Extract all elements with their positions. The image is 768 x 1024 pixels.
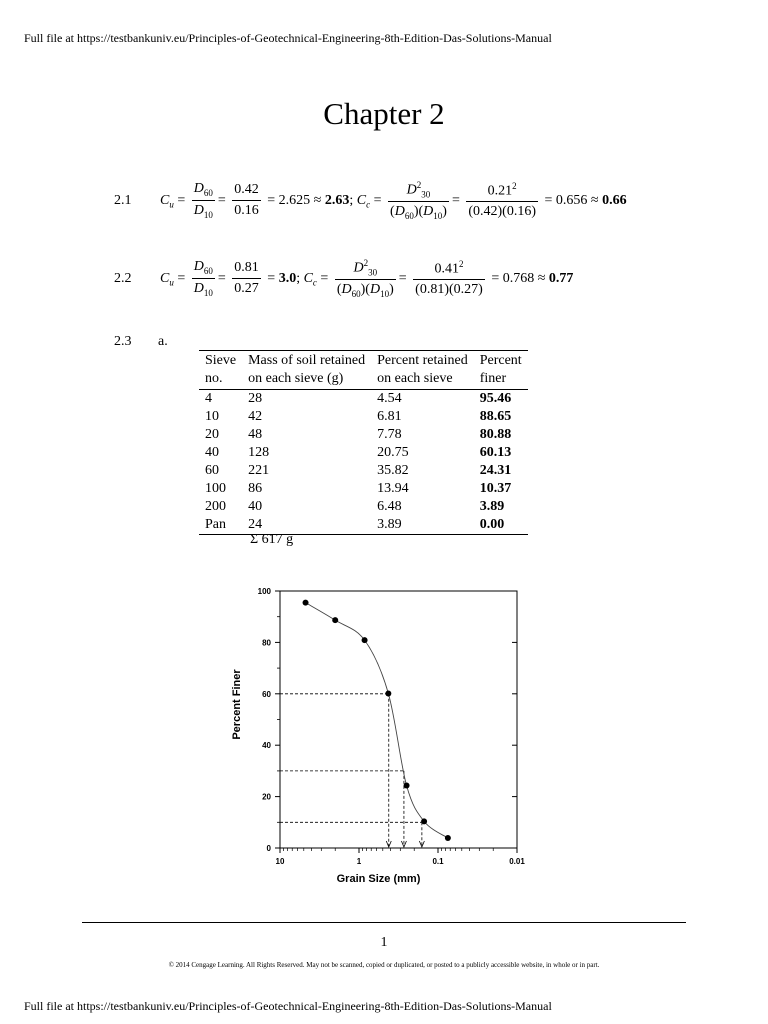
- table-row: 200 40 6.48 3.89: [205, 499, 505, 514]
- col-header-percent-finer: Percent finer: [479, 353, 522, 386]
- y-tick-label: 40: [262, 741, 271, 751]
- x-tick-label: 0.01: [509, 857, 525, 866]
- plot-frame: [280, 591, 517, 848]
- table-header-row: [199, 351, 528, 390]
- y-tick-label: 60: [262, 689, 271, 699]
- header-url: Full file at https://testbankuniv.eu/Principles-of-Geotechnical-Engineering-8th-Edition-Das-Solutions-Manual: [24, 31, 552, 45]
- y-tick-label: 80: [262, 638, 271, 648]
- col-header-mass: Mass of soil retained on each sieve (g): [248, 353, 366, 386]
- y-axis-label: Percent Finer: [231, 669, 243, 740]
- problem-2-2-equation: $C_u$ = $\frac{D_{60}}{D_{10}}$ = $\frac{0.81}{0.27}$ = 3.0; $C_c$ = $\frac{D^2_{30}}{(D_{60})(D_{10})}$ = $\frac{0.41^2}{(0.81)(0.27)}$ = 0.768 ≈ 0.77: [160, 258, 574, 300]
- table-row: 100 86 13.94 10.37: [205, 481, 512, 496]
- data-point: [404, 783, 410, 789]
- problem-2-2-number: 2.2: [114, 271, 132, 286]
- table-row: 20 48 7.78 80.88: [205, 427, 512, 442]
- data-point: [385, 690, 391, 696]
- grain-size-chart: [225, 580, 555, 890]
- table-row: 40 128 20.75 60.13: [205, 445, 512, 460]
- problem-2-1-number: 2.1: [114, 193, 132, 208]
- data-point: [421, 818, 427, 824]
- problem-2-3-number: 2.3: [114, 334, 132, 349]
- problem-2-1-equation: $C_u$ = $\frac{D_{60}}{D_{10}}$ = $\frac{0.42}{0.16}$ = 2.625 ≈ 2.63; $C_c$ = $\frac{D^2_{30}}{(D_{60})(D_{10})}$ = $\frac{0.21^2}{(0.42)(0.16)}$ = 0.656 ≈ 0.66: [160, 180, 627, 222]
- page-number: 1: [380, 935, 388, 950]
- col-header-sieve: Sieve no.: [205, 353, 237, 386]
- y-tick-label: 100: [257, 587, 271, 596]
- table-row: 4 28 4.54 95.46: [205, 391, 512, 406]
- x-axis-label: Grain Size (mm): [336, 873, 421, 885]
- data-point: [332, 617, 338, 623]
- x-tick-label: 10: [275, 857, 285, 866]
- table-row: Pan 24 3.89 0.00: [199, 516, 528, 535]
- chapter-title: Chapter 2: [323, 96, 445, 131]
- col-header-percent-retained: Percent retained on each sieve: [377, 353, 468, 386]
- table-row: 10 42 6.81 88.65: [205, 409, 512, 424]
- y-tick-label: 20: [262, 792, 271, 802]
- footer-url: Full file at https://testbankuniv.eu/Principles-of-Geotechnical-Engineering-8th-Edition-Das-Solutions-Manual: [24, 999, 552, 1013]
- x-tick-label: 0.1: [432, 857, 444, 866]
- x-tick-label: 1: [356, 857, 362, 866]
- data-point: [445, 835, 451, 841]
- sieve-analysis-table: [199, 350, 528, 535]
- table-row: 60 221 35.82 24.31: [205, 463, 512, 478]
- gradation-curve: [306, 603, 448, 838]
- data-point: [303, 600, 309, 606]
- y-tick-label: 0: [266, 844, 271, 853]
- copyright-notice: © 2014 Cengage Learning. All Rights Reserved. May not be scanned, copied or duplicated, or posted to a publicly accessible website, in whole or in part.: [168, 961, 600, 969]
- total-mass: Σ 617 g: [250, 532, 294, 547]
- data-point: [362, 637, 368, 643]
- footer-divider: [82, 922, 686, 923]
- problem-2-3-part: a.: [158, 334, 168, 349]
